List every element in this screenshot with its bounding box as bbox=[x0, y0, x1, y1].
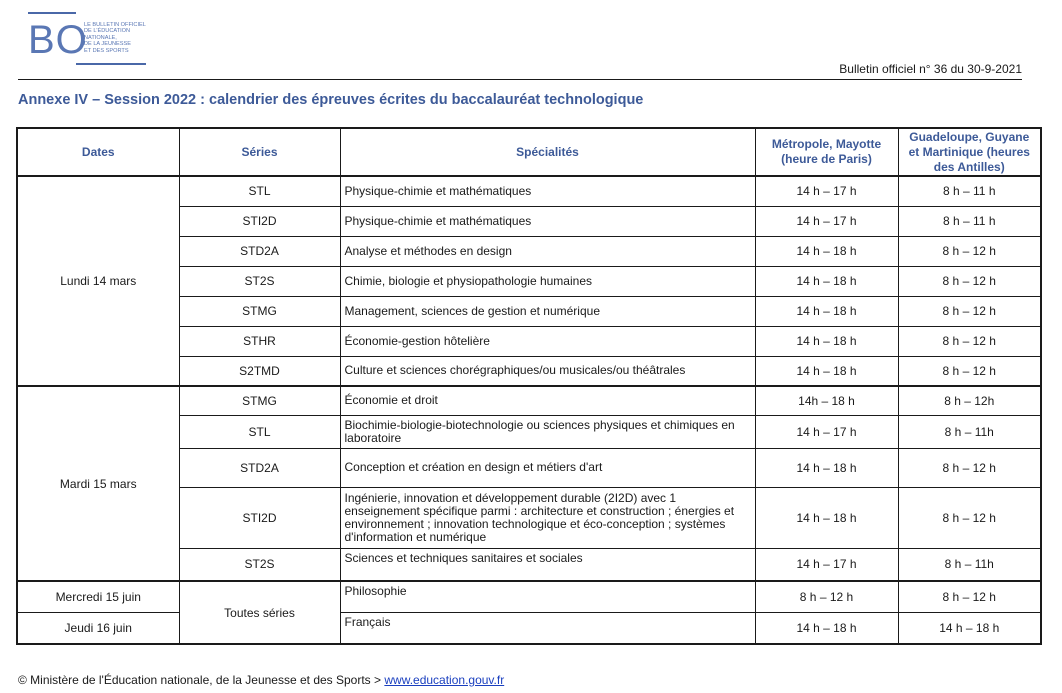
antilles-time-cell: 8 h – 11h bbox=[898, 415, 1041, 448]
serie-cell: STD2A bbox=[179, 448, 340, 487]
metropole-time-cell: 14 h – 17 h bbox=[755, 176, 898, 206]
metropole-time-cell: 14 h – 18 h bbox=[755, 266, 898, 296]
antilles-time-cell: 8 h – 11 h bbox=[898, 176, 1041, 206]
specialite-cell: Management, sciences de gestion et numérique bbox=[340, 296, 755, 326]
table-row bbox=[17, 386, 1041, 415]
serie-cell: S2TMD bbox=[179, 356, 340, 386]
header-rule bbox=[18, 79, 1022, 80]
bulletin-reference: Bulletin officiel n° 36 du 30-9-2021 bbox=[839, 62, 1022, 76]
table-row bbox=[17, 581, 1041, 612]
header-series: Séries bbox=[179, 128, 340, 176]
metropole-time-cell: 14 h – 18 h bbox=[755, 487, 898, 548]
metropole-time-cell: 14 h – 18 h bbox=[755, 236, 898, 266]
antilles-time-cell: 8 h – 12 h bbox=[898, 326, 1041, 356]
table-row bbox=[17, 176, 1041, 206]
antilles-time-cell: 8 h – 11h bbox=[898, 548, 1041, 581]
bo-logo bbox=[28, 12, 153, 68]
antilles-time-cell: 8 h – 12 h bbox=[898, 236, 1041, 266]
metropole-time-cell: 14h – 18 h bbox=[755, 386, 898, 415]
specialite-cell: Chimie, biologie et physiopathologie humaines bbox=[340, 266, 755, 296]
antilles-time-cell: 8 h – 12 h bbox=[898, 581, 1041, 612]
date-cell: Lundi 14 mars bbox=[17, 176, 179, 386]
specialite-cell: Philosophie bbox=[340, 581, 755, 612]
antilles-time-cell: 14 h – 18 h bbox=[898, 612, 1041, 644]
antilles-time-cell: 8 h – 12 h bbox=[898, 356, 1041, 386]
antilles-time-cell: 8 h – 12 h bbox=[898, 296, 1041, 326]
specialite-cell: Physique-chimie et mathématiques bbox=[340, 206, 755, 236]
serie-cell: STHR bbox=[179, 326, 340, 356]
metropole-time-cell: 14 h – 17 h bbox=[755, 206, 898, 236]
antilles-time-cell: 8 h – 12h bbox=[898, 386, 1041, 415]
date-cell: Jeudi 16 juin bbox=[17, 612, 179, 644]
metropole-time-cell: 14 h – 18 h bbox=[755, 612, 898, 644]
table-row bbox=[17, 612, 1041, 644]
date-cell: Mercredi 15 juin bbox=[17, 581, 179, 612]
header-dates: Dates bbox=[17, 128, 179, 176]
specialite-cell: Économie et droit bbox=[340, 386, 755, 415]
antilles-time-cell: 8 h – 12 h bbox=[898, 266, 1041, 296]
logo-bar-bottom bbox=[76, 63, 146, 65]
metropole-time-cell: 14 h – 18 h bbox=[755, 356, 898, 386]
serie-cell: Toutes séries bbox=[179, 581, 340, 644]
serie-cell: ST2S bbox=[179, 266, 340, 296]
antilles-time-cell: 8 h – 12 h bbox=[898, 487, 1041, 548]
footer bbox=[18, 673, 504, 687]
specialite-cell: Analyse et méthodes en design bbox=[340, 236, 755, 266]
metropole-time-cell: 14 h – 18 h bbox=[755, 448, 898, 487]
specialite-cell: Économie-gestion hôtelière bbox=[340, 326, 755, 356]
header-antilles: Guadeloupe, Guyane et Martinique (heures des Antilles) bbox=[898, 128, 1041, 176]
serie-cell: STD2A bbox=[179, 236, 340, 266]
specialite-cell: Conception et création en design et métiers d'art bbox=[340, 448, 755, 487]
logo-mark: BO bbox=[28, 18, 88, 62]
exam-calendar-table bbox=[16, 127, 1042, 645]
serie-cell: STI2D bbox=[179, 206, 340, 236]
date-cell: Mardi 15 mars bbox=[17, 386, 179, 581]
logo-bar-top bbox=[28, 12, 76, 14]
header-specialites: Spécialités bbox=[340, 128, 755, 176]
logo-text: LE BULLETIN OFFICIEL DE L'ÉDUCATION NATIONALE, DE LA JEUNESSE ET DES SPORTS bbox=[84, 22, 146, 54]
metropole-time-cell: 14 h – 17 h bbox=[755, 548, 898, 581]
metropole-time-cell: 14 h – 18 h bbox=[755, 326, 898, 356]
metropole-time-cell: 14 h – 17 h bbox=[755, 415, 898, 448]
serie-cell: STL bbox=[179, 415, 340, 448]
specialite-cell: Culture et sciences chorégraphiques/ou musicales/ou théâtrales bbox=[340, 356, 755, 386]
metropole-time-cell: 14 h – 18 h bbox=[755, 296, 898, 326]
specialite-cell: Ingénierie, innovation et développement durable (2I2D) avec 1 enseignement spécifique parmi : architecture et construction ; énergies et environnement ; innovation technologique et éco-conception ; systèmes d'information et numérique bbox=[340, 487, 755, 548]
specialite-cell: Sciences et techniques sanitaires et sociales bbox=[340, 548, 755, 581]
antilles-time-cell: 8 h – 12 h bbox=[898, 448, 1041, 487]
footer-copyright: © Ministère de l'Éducation nationale, de la Jeunesse et des Sports > bbox=[18, 673, 385, 687]
antilles-time-cell: 8 h – 11 h bbox=[898, 206, 1041, 236]
serie-cell: STMG bbox=[179, 386, 340, 415]
specialite-cell: Français bbox=[340, 612, 755, 644]
metropole-time-cell: 8 h – 12 h bbox=[755, 581, 898, 612]
table-header-row bbox=[17, 128, 1041, 176]
footer-link[interactable]: www.education.gouv.fr bbox=[384, 673, 505, 687]
page-title: Annexe IV – Session 2022 : calendrier des épreuves écrites du baccalauréat technologique bbox=[18, 92, 644, 108]
header-metropole: Métropole, Mayotte (heure de Paris) bbox=[755, 128, 898, 176]
serie-cell: ST2S bbox=[179, 548, 340, 581]
specialite-cell: Physique-chimie et mathématiques bbox=[340, 176, 755, 206]
serie-cell: STI2D bbox=[179, 487, 340, 548]
serie-cell: STL bbox=[179, 176, 340, 206]
serie-cell: STMG bbox=[179, 296, 340, 326]
specialite-cell: Biochimie-biologie-biotechnologie ou sciences physiques et chimiques en laboratoire bbox=[340, 415, 755, 448]
